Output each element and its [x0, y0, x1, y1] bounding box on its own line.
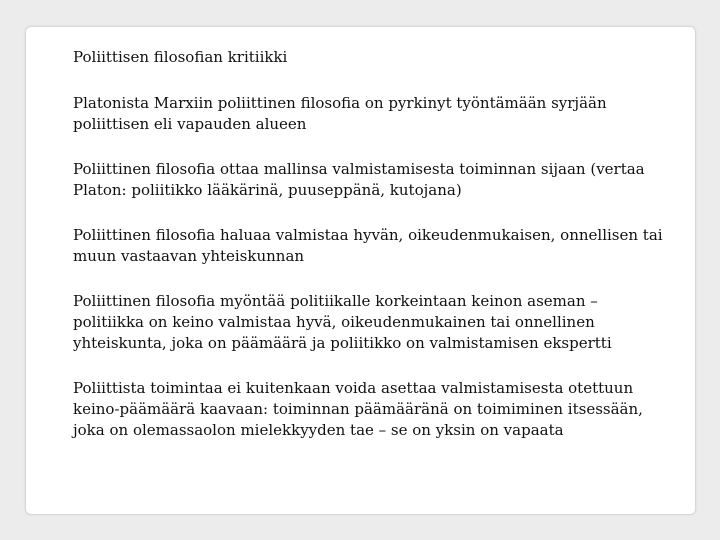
slide-paragraph: Platonista Marxiin poliittinen filosofia on pyrkinyt työntämään syrjään poliittisen eli vapauden alueen	[73, 94, 607, 133]
slide-content	[73, 47, 673, 441]
slide-paragraph: Poliittinen filosofia haluaa valmistaa hyvän, oikeudenmukaisen, onnellisen tai muun vastaavan yhteiskunnan	[73, 226, 663, 265]
slide-paragraph: Poliittinen filosofia ottaa mallinsa valmistamisesta toiminnan sijaan (vertaa Platon: poliitikko lääkärinä, puuseppänä, kutojana)	[73, 160, 645, 199]
slide-paragraph: Poliittinen filosofia myöntää politiikalle korkeintaan keinon aseman – politiikka on keino valmistaa hyvä, oikeudenmukainen tai onnellinen yhteiskunta, joka on päämäärä ja poliitikko on valmistamisen ekspertti	[73, 292, 612, 352]
slide-title: Poliittisen filosofian kritiikki	[73, 48, 288, 66]
slide-paragraph: Poliittista toimintaa ei kuitenkaan voida asettaa valmistamisesta otettuun keino-päämäärä kaavaan: toiminnan päämääränä on toimiminen itsessään, joka on olemassaolon mielekkyyden tae – se on yksin on vapaata	[73, 379, 643, 439]
slide-card	[25, 26, 696, 515]
